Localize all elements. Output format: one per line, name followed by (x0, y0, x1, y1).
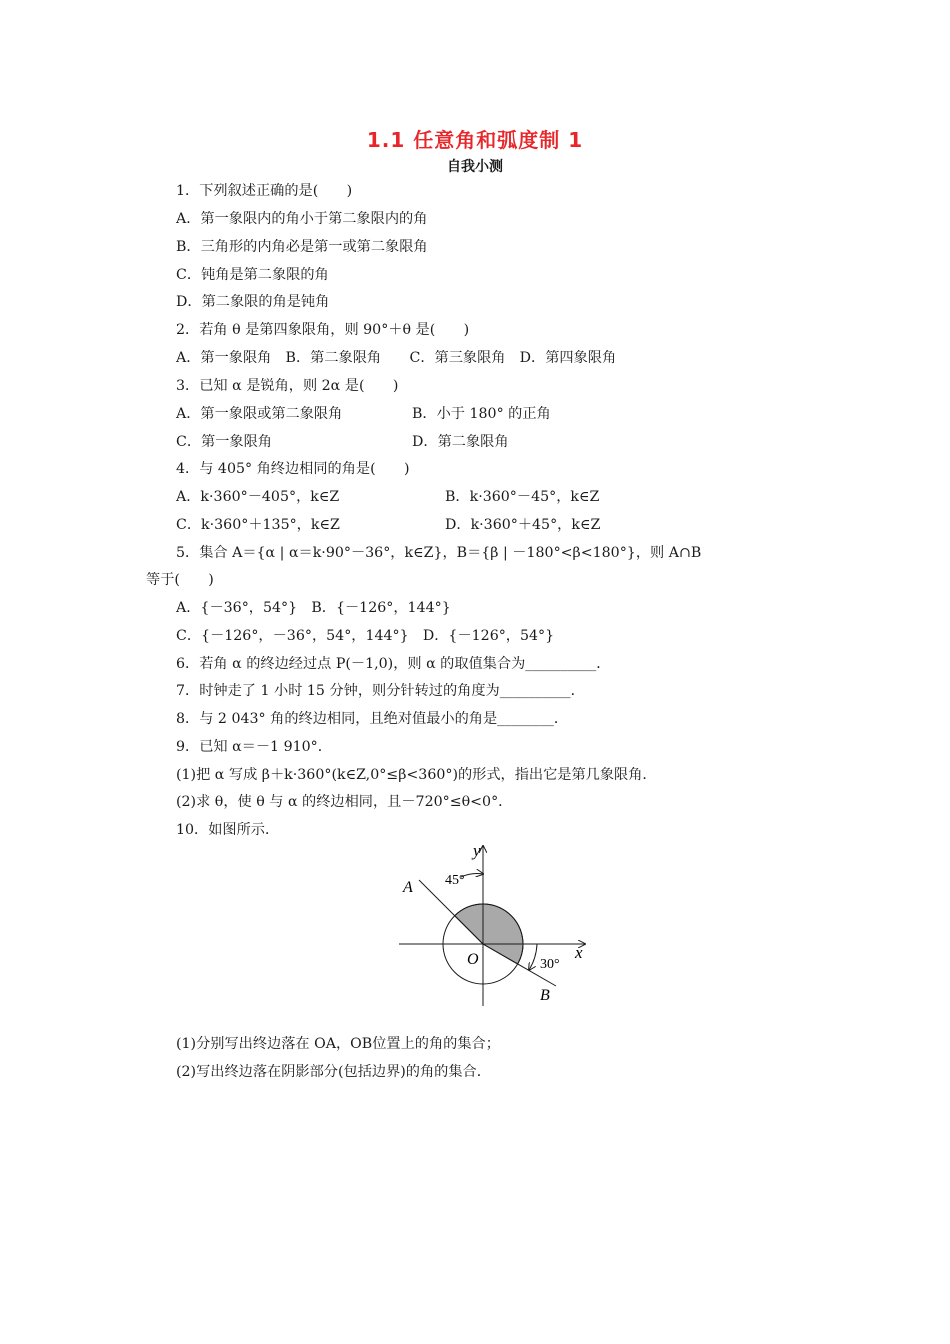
label-b: B (540, 987, 550, 1004)
q5-stem-continued: 等于( ) (146, 572, 214, 588)
q1-option-c: C．钝角是第二象限的角 (176, 267, 329, 283)
section-subtitle: 自我小测 (447, 159, 503, 175)
angle-figure (395, 840, 595, 1010)
q1-option-d: D．第二象限的角是钝角 (176, 294, 330, 310)
q4-stem: 4．与 405° 角终边相同的角是( ) (176, 461, 410, 477)
q10-part-1: (1)分别写出终边落在 OA，OB位置上的角的集合； (176, 1036, 500, 1052)
q10-part-2: (2)写出终边落在阴影部分(包括边界)的角的集合． (176, 1064, 491, 1080)
q3-option-d: D．第二象限角 (412, 434, 509, 450)
q4-option-d: D．k·360°＋45°，k∈Z (445, 517, 601, 533)
q8: 8．与 2 043° 角的终边相同，且绝对值最小的角是________． (176, 711, 569, 727)
q3-option-a: A．第一象限或第二象限角 (176, 406, 343, 422)
q10-stem: 10．如图所示． (176, 822, 280, 838)
label-x: x (575, 943, 583, 962)
label-y: y (473, 841, 481, 860)
q9-part-1: (1)把 α 写成 β＋k·360°(k∈Z,0°≤β<360°)的形式，指出它是第几象限角． (176, 767, 657, 783)
q7: 7．时钟走了 1 小时 15 分钟，则分针转过的角度为__________． (176, 683, 585, 699)
coordinate-diagram (395, 840, 595, 1010)
q4-option-a: A．k·360°－405°，k∈Z (176, 489, 340, 505)
shaded-region (455, 904, 523, 964)
q1-option-b: B．三角形的内角必是第一或第二象限角 (176, 239, 428, 255)
page-title: 1.1 任意角和弧度制 1 (366, 128, 584, 152)
q5-options-ab: A．{－36°，54°} B．{－126°，144°} (176, 600, 451, 616)
q4-option-c: C．k·360°＋135°，k∈Z (176, 517, 340, 533)
q4-option-b: B．k·360°－45°，k∈Z (445, 489, 600, 505)
q6: 6．若角 α 的终边经过点 P(－1,0)，则 α 的取值集合为__________． (176, 656, 611, 672)
q5-options-cd: C．{－126°，－36°，54°，144°} D．{－126°，54°} (176, 628, 555, 644)
label-a: A (403, 879, 413, 896)
q2-stem: 2．若角 θ 是第四象限角，则 90°＋θ 是( ) (176, 322, 470, 338)
q1-option-a: A．第一象限内的角小于第二象限内的角 (176, 211, 428, 227)
angle-arc-30 (529, 944, 537, 970)
label-angle-30: 30° (540, 957, 560, 972)
q2-options: A．第一象限角 B．第二象限角 C．第三象限角 D．第四象限角 (176, 350, 617, 366)
q3-option-c: C．第一象限角 (176, 434, 272, 450)
q9-part-2: (2)求 θ，使 θ 与 α 的终边相同，且－720°≤θ<0°． (176, 794, 513, 810)
q3-stem: 3．已知 α 是锐角，则 2α 是( ) (176, 378, 399, 394)
q1-stem: 1．下列叙述正确的是( ) (176, 183, 353, 199)
label-origin: O (467, 951, 479, 968)
q5-stem: 5．集合 A＝{α | α＝k·90°－36°，k∈Z}，B＝{β | －180°<β<180°}，则 A∩B (176, 545, 702, 561)
label-angle-45: 45° (445, 873, 465, 888)
q9-stem: 9．已知 α＝－1 910°． (176, 739, 332, 755)
q3-option-b: B．小于 180° 的正角 (412, 406, 551, 422)
